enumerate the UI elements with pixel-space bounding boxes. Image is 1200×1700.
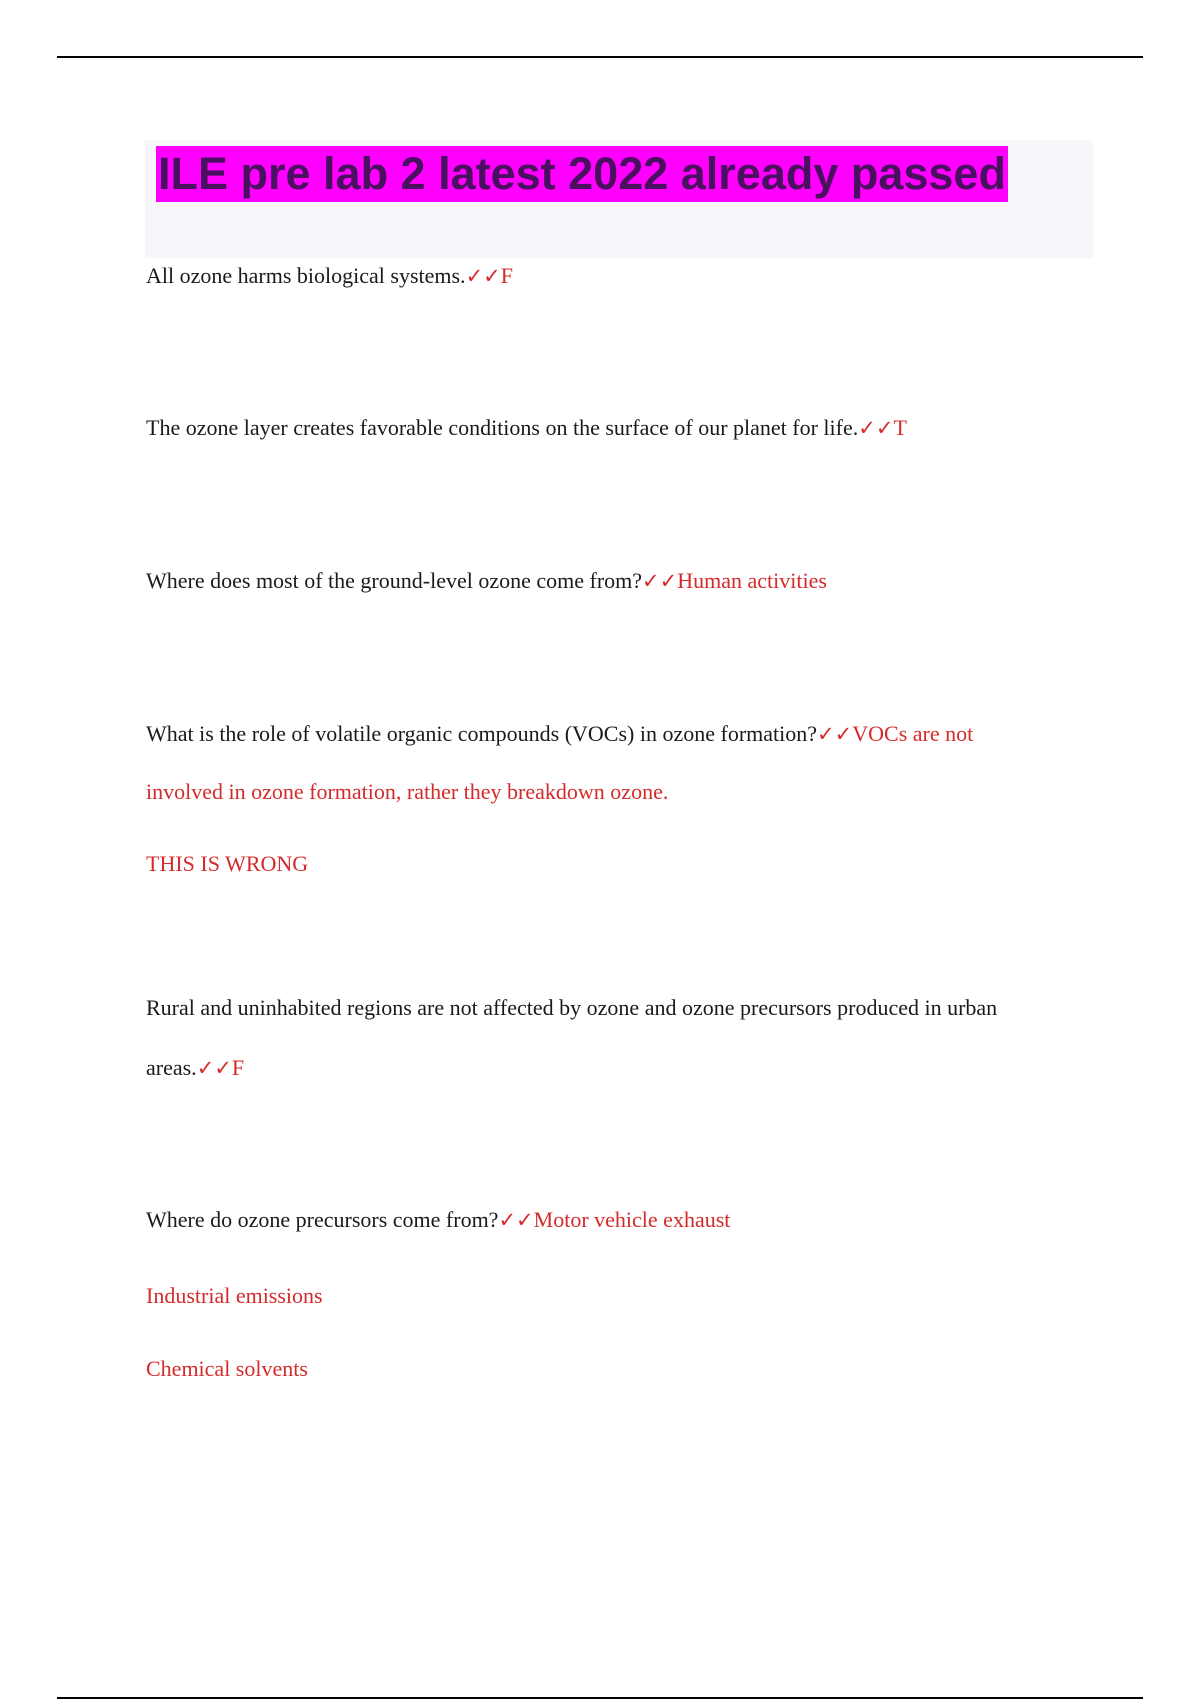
double-check-icon: ✓✓ (196, 1056, 232, 1080)
qa-item-3 (146, 567, 827, 595)
wrong-note: THIS IS WRONG (146, 851, 309, 876)
extra-answer-1: Industrial emissions (146, 1283, 323, 1308)
double-check-icon: ✓✓ (498, 1208, 534, 1232)
qa-item-6 (146, 1206, 730, 1234)
answer-text: VOCs are not (852, 721, 974, 746)
double-check-icon: ✓✓ (858, 416, 894, 440)
question-text: Rural and uninhabited regions are not affected by ozone and ozone precursors produced in urban (146, 995, 998, 1020)
qa-item-2 (146, 414, 907, 442)
question-text: Where do ozone precursors come from? (146, 1207, 499, 1232)
question-text: The ozone layer creates favorable conditions on the surface of our planet for life. (146, 415, 859, 440)
qa-item-1 (146, 262, 513, 290)
double-check-icon: ✓✓ (465, 264, 501, 288)
answer-text: Human activities (677, 568, 827, 593)
qa-item-5-continued (146, 1054, 244, 1082)
extra-answer-2: Chemical solvents (146, 1356, 308, 1381)
answer-text: Motor vehicle exhaust (533, 1207, 731, 1232)
document-title: ILE pre lab 2 latest 2022 already passed (156, 146, 1008, 202)
qa-item-5 (146, 994, 997, 1022)
double-check-icon: ✓✓ (817, 722, 853, 746)
answer-text: F (500, 263, 514, 288)
double-check-icon: ✓✓ (642, 569, 678, 593)
question-continued: areas. (146, 1055, 197, 1080)
top-rule (57, 56, 1143, 58)
question-text: Where does most of the ground-level ozone come from? (146, 568, 643, 593)
answer-text: T (893, 415, 907, 440)
qa-item-4 (146, 720, 973, 748)
answer-continued: involved in ozone formation, rather they breakdown ozone. (146, 779, 669, 804)
question-text: All ozone harms biological systems. (146, 263, 466, 288)
question-text: What is the role of volatile organic compounds (VOCs) in ozone formation? (146, 721, 818, 746)
bottom-rule (57, 1697, 1143, 1699)
answer-text: F (231, 1055, 245, 1080)
